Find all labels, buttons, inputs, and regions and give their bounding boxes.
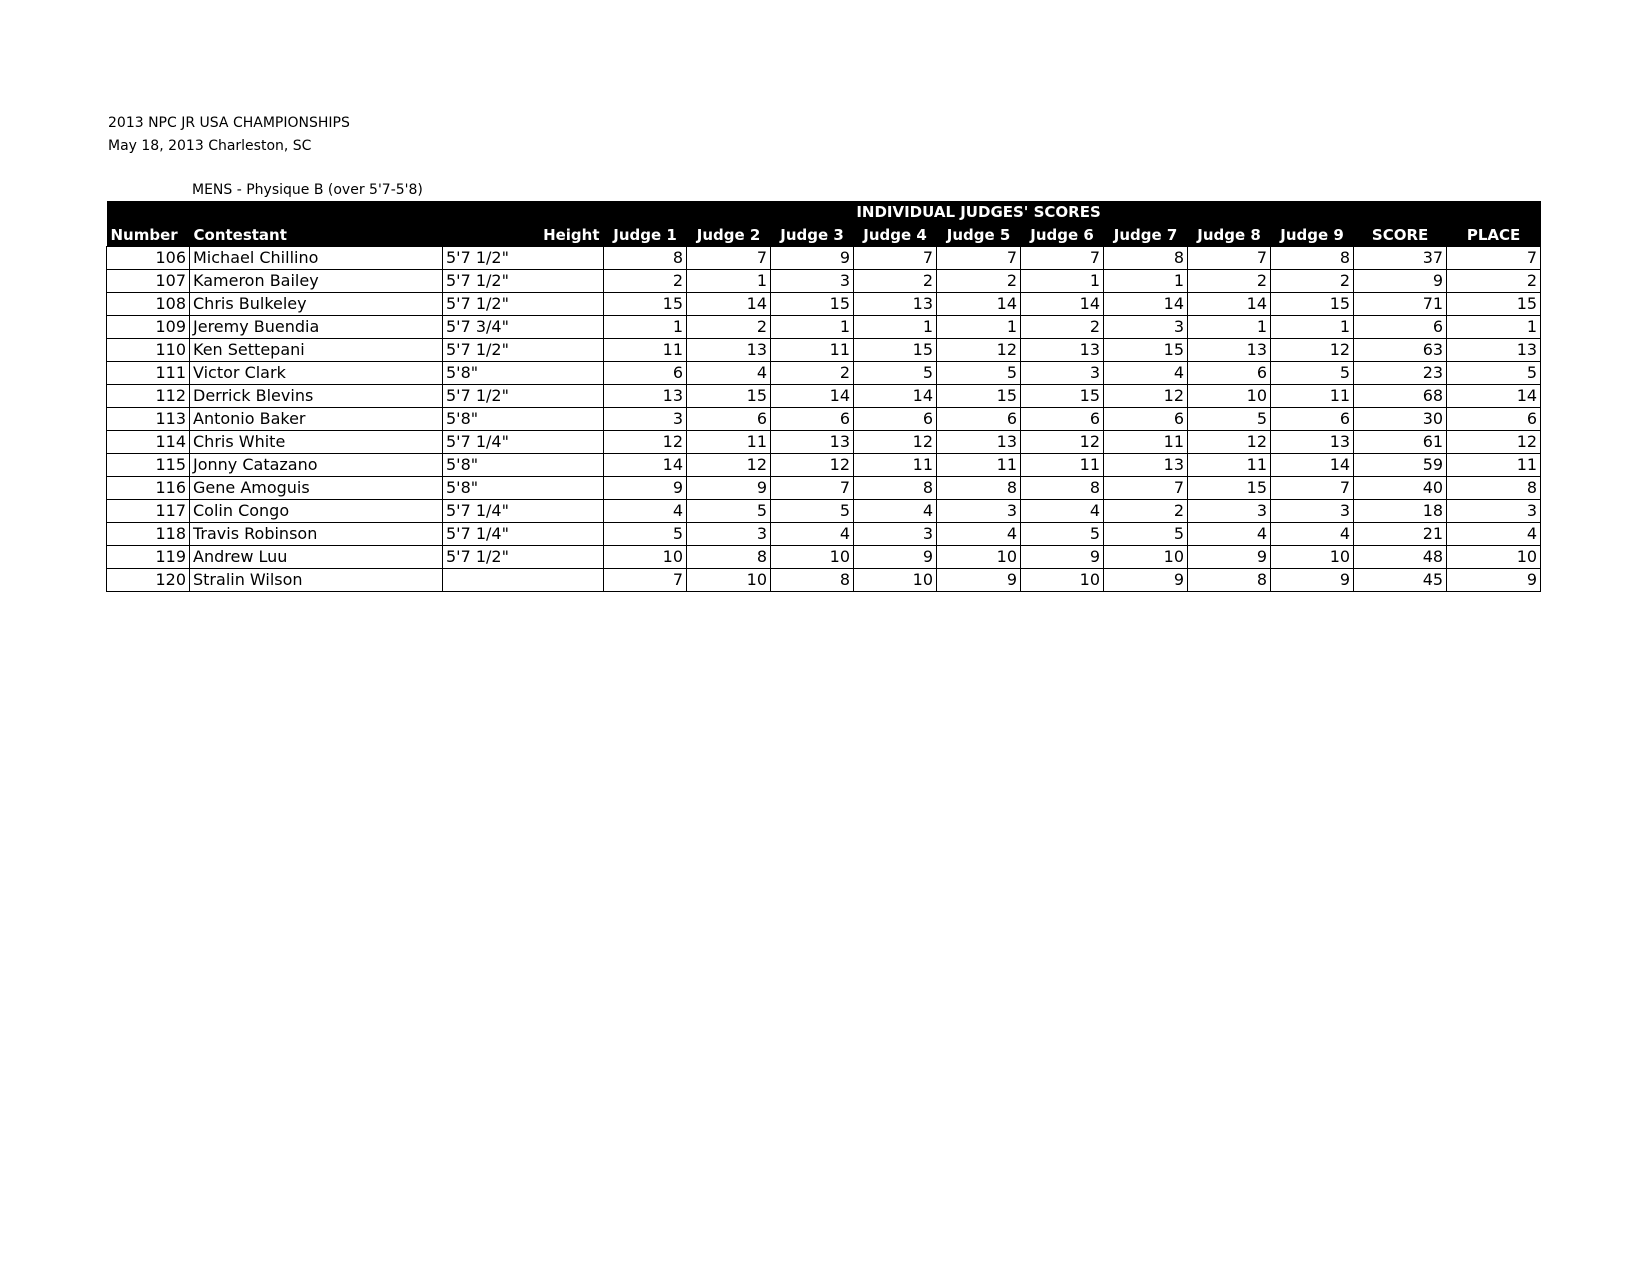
cell-judge-6: 4 bbox=[1021, 500, 1104, 523]
table-row bbox=[107, 408, 1541, 431]
cell-score: 45 bbox=[1354, 569, 1447, 592]
column-header-judge-5: Judge 5 bbox=[937, 223, 1021, 247]
cell-judge-6: 10 bbox=[1021, 569, 1104, 592]
cell-judge-1: 6 bbox=[604, 362, 687, 385]
cell-judge-7: 4 bbox=[1104, 362, 1188, 385]
cell-judge-7: 15 bbox=[1104, 339, 1188, 362]
cell-judge-5: 11 bbox=[937, 454, 1021, 477]
cell-number: 120 bbox=[107, 569, 190, 592]
cell-contestant: Chris White bbox=[190, 431, 443, 454]
cell-contestant: Colin Congo bbox=[190, 500, 443, 523]
table-row bbox=[107, 362, 1541, 385]
cell-place: 2 bbox=[1447, 270, 1541, 293]
cell-judge-5: 1 bbox=[937, 316, 1021, 339]
table-row bbox=[107, 385, 1541, 408]
cell-judge-4: 11 bbox=[854, 454, 937, 477]
table-row bbox=[107, 477, 1541, 500]
cell-judge-1: 5 bbox=[604, 523, 687, 546]
cell-judge-7: 11 bbox=[1104, 431, 1188, 454]
cell-judge-7: 13 bbox=[1104, 454, 1188, 477]
cell-judge-4: 3 bbox=[854, 523, 937, 546]
cell-place: 10 bbox=[1447, 546, 1541, 569]
cell-height: 5'8" bbox=[443, 408, 604, 431]
table-row bbox=[107, 546, 1541, 569]
cell-judge-5: 8 bbox=[937, 477, 1021, 500]
cell-height: 5'7 1/4" bbox=[443, 523, 604, 546]
cell-height: 5'8" bbox=[443, 362, 604, 385]
cell-judge-3: 7 bbox=[771, 477, 854, 500]
cell-place: 3 bbox=[1447, 500, 1541, 523]
cell-height: 5'7 1/2" bbox=[443, 385, 604, 408]
cell-judge-2: 8 bbox=[687, 546, 771, 569]
cell-judge-6: 13 bbox=[1021, 339, 1104, 362]
cell-judge-7: 6 bbox=[1104, 408, 1188, 431]
cell-score: 63 bbox=[1354, 339, 1447, 362]
cell-place: 7 bbox=[1447, 247, 1541, 270]
cell-score: 48 bbox=[1354, 546, 1447, 569]
cell-judge-7: 1 bbox=[1104, 270, 1188, 293]
cell-height: 5'8" bbox=[443, 477, 604, 500]
cell-judge-3: 12 bbox=[771, 454, 854, 477]
cell-judge-5: 14 bbox=[937, 293, 1021, 316]
cell-height bbox=[443, 569, 604, 592]
table-row bbox=[107, 569, 1541, 592]
cell-judge-1: 2 bbox=[604, 270, 687, 293]
cell-judge-3: 10 bbox=[771, 546, 854, 569]
cell-judge-9: 9 bbox=[1271, 569, 1354, 592]
scores-table bbox=[106, 201, 1541, 592]
cell-contestant: Jeremy Buendia bbox=[190, 316, 443, 339]
cell-place: 8 bbox=[1447, 477, 1541, 500]
cell-contestant: Victor Clark bbox=[190, 362, 443, 385]
cell-judge-7: 2 bbox=[1104, 500, 1188, 523]
cell-judge-2: 3 bbox=[687, 523, 771, 546]
cell-judge-5: 3 bbox=[937, 500, 1021, 523]
cell-place: 11 bbox=[1447, 454, 1541, 477]
cell-judge-1: 7 bbox=[604, 569, 687, 592]
cell-judge-6: 7 bbox=[1021, 247, 1104, 270]
column-header-judge-4: Judge 4 bbox=[854, 223, 937, 247]
cell-judge-5: 15 bbox=[937, 385, 1021, 408]
cell-judge-1: 3 bbox=[604, 408, 687, 431]
cell-score: 21 bbox=[1354, 523, 1447, 546]
cell-place: 5 bbox=[1447, 362, 1541, 385]
cell-judge-8: 7 bbox=[1188, 247, 1271, 270]
cell-judge-1: 4 bbox=[604, 500, 687, 523]
cell-number: 115 bbox=[107, 454, 190, 477]
cell-judge-8: 10 bbox=[1188, 385, 1271, 408]
cell-judge-2: 6 bbox=[687, 408, 771, 431]
cell-contestant: Travis Robinson bbox=[190, 523, 443, 546]
cell-place: 14 bbox=[1447, 385, 1541, 408]
cell-judge-3: 15 bbox=[771, 293, 854, 316]
cell-contestant: Ken Settepani bbox=[190, 339, 443, 362]
column-header-judge-6: Judge 6 bbox=[1021, 223, 1104, 247]
cell-judge-5: 4 bbox=[937, 523, 1021, 546]
group-header-spacer bbox=[107, 201, 604, 223]
cell-judge-2: 15 bbox=[687, 385, 771, 408]
column-header-number: Number bbox=[107, 223, 190, 247]
cell-contestant: Derrick Blevins bbox=[190, 385, 443, 408]
table-row bbox=[107, 293, 1541, 316]
cell-number: 112 bbox=[107, 385, 190, 408]
cell-height: 5'7 1/4" bbox=[443, 500, 604, 523]
cell-number: 108 bbox=[107, 293, 190, 316]
cell-judge-3: 9 bbox=[771, 247, 854, 270]
cell-height: 5'7 1/2" bbox=[443, 339, 604, 362]
column-header-judge-9: Judge 9 bbox=[1271, 223, 1354, 247]
cell-number: 119 bbox=[107, 546, 190, 569]
cell-judge-4: 2 bbox=[854, 270, 937, 293]
cell-number: 117 bbox=[107, 500, 190, 523]
table-row bbox=[107, 454, 1541, 477]
cell-judge-8: 4 bbox=[1188, 523, 1271, 546]
cell-judge-9: 14 bbox=[1271, 454, 1354, 477]
cell-contestant: Stralin Wilson bbox=[190, 569, 443, 592]
cell-judge-7: 14 bbox=[1104, 293, 1188, 316]
cell-judge-8: 9 bbox=[1188, 546, 1271, 569]
column-header-judge-3: Judge 3 bbox=[771, 223, 854, 247]
cell-judge-3: 6 bbox=[771, 408, 854, 431]
event-date: May 18, 2013 Charleston, SC bbox=[108, 138, 312, 154]
group-header-spacer-right bbox=[1354, 201, 1541, 223]
cell-contestant: Antonio Baker bbox=[190, 408, 443, 431]
cell-judge-3: 13 bbox=[771, 431, 854, 454]
cell-judge-8: 13 bbox=[1188, 339, 1271, 362]
cell-judge-1: 10 bbox=[604, 546, 687, 569]
cell-judge-2: 5 bbox=[687, 500, 771, 523]
cell-judge-2: 14 bbox=[687, 293, 771, 316]
cell-judge-7: 9 bbox=[1104, 569, 1188, 592]
cell-judge-2: 12 bbox=[687, 454, 771, 477]
cell-judge-9: 13 bbox=[1271, 431, 1354, 454]
table-row bbox=[107, 500, 1541, 523]
cell-score: 61 bbox=[1354, 431, 1447, 454]
cell-judge-1: 9 bbox=[604, 477, 687, 500]
cell-contestant: Kameron Bailey bbox=[190, 270, 443, 293]
cell-height: 5'7 1/4" bbox=[443, 431, 604, 454]
cell-judge-8: 15 bbox=[1188, 477, 1271, 500]
cell-judge-4: 8 bbox=[854, 477, 937, 500]
cell-judge-6: 14 bbox=[1021, 293, 1104, 316]
cell-judge-6: 8 bbox=[1021, 477, 1104, 500]
cell-judge-8: 1 bbox=[1188, 316, 1271, 339]
table-row bbox=[107, 523, 1541, 546]
cell-number: 111 bbox=[107, 362, 190, 385]
cell-score: 68 bbox=[1354, 385, 1447, 408]
cell-judge-2: 7 bbox=[687, 247, 771, 270]
cell-judge-2: 10 bbox=[687, 569, 771, 592]
cell-number: 107 bbox=[107, 270, 190, 293]
cell-judge-9: 2 bbox=[1271, 270, 1354, 293]
cell-height: 5'7 1/2" bbox=[443, 546, 604, 569]
table-row bbox=[107, 339, 1541, 362]
cell-judge-5: 5 bbox=[937, 362, 1021, 385]
cell-judge-9: 1 bbox=[1271, 316, 1354, 339]
cell-judge-5: 7 bbox=[937, 247, 1021, 270]
table-row bbox=[107, 247, 1541, 270]
cell-judge-9: 3 bbox=[1271, 500, 1354, 523]
cell-judge-8: 12 bbox=[1188, 431, 1271, 454]
cell-judge-7: 3 bbox=[1104, 316, 1188, 339]
cell-judge-8: 14 bbox=[1188, 293, 1271, 316]
cell-judge-9: 11 bbox=[1271, 385, 1354, 408]
cell-judge-3: 2 bbox=[771, 362, 854, 385]
cell-score: 30 bbox=[1354, 408, 1447, 431]
cell-score: 37 bbox=[1354, 247, 1447, 270]
cell-judge-5: 12 bbox=[937, 339, 1021, 362]
cell-score: 40 bbox=[1354, 477, 1447, 500]
cell-judge-1: 8 bbox=[604, 247, 687, 270]
cell-height: 5'7 3/4" bbox=[443, 316, 604, 339]
cell-contestant: Chris Bulkeley bbox=[190, 293, 443, 316]
cell-judge-5: 9 bbox=[937, 569, 1021, 592]
cell-judge-1: 1 bbox=[604, 316, 687, 339]
cell-place: 13 bbox=[1447, 339, 1541, 362]
cell-place: 6 bbox=[1447, 408, 1541, 431]
cell-judge-7: 5 bbox=[1104, 523, 1188, 546]
cell-judge-8: 3 bbox=[1188, 500, 1271, 523]
cell-judge-6: 9 bbox=[1021, 546, 1104, 569]
cell-judge-8: 8 bbox=[1188, 569, 1271, 592]
cell-judge-1: 13 bbox=[604, 385, 687, 408]
cell-place: 9 bbox=[1447, 569, 1541, 592]
cell-judge-9: 6 bbox=[1271, 408, 1354, 431]
cell-judge-1: 11 bbox=[604, 339, 687, 362]
judges-group-header: INDIVIDUAL JUDGES' SCORES bbox=[604, 201, 1354, 223]
cell-judge-2: 2 bbox=[687, 316, 771, 339]
cell-judge-6: 3 bbox=[1021, 362, 1104, 385]
cell-score: 18 bbox=[1354, 500, 1447, 523]
cell-judge-8: 2 bbox=[1188, 270, 1271, 293]
cell-judge-8: 11 bbox=[1188, 454, 1271, 477]
cell-judge-8: 5 bbox=[1188, 408, 1271, 431]
cell-judge-8: 6 bbox=[1188, 362, 1271, 385]
cell-contestant: Gene Amoguis bbox=[190, 477, 443, 500]
cell-judge-4: 14 bbox=[854, 385, 937, 408]
cell-score: 71 bbox=[1354, 293, 1447, 316]
cell-place: 15 bbox=[1447, 293, 1541, 316]
cell-judge-2: 1 bbox=[687, 270, 771, 293]
cell-judge-4: 1 bbox=[854, 316, 937, 339]
column-header-judge-8: Judge 8 bbox=[1188, 223, 1271, 247]
cell-number: 106 bbox=[107, 247, 190, 270]
cell-judge-7: 12 bbox=[1104, 385, 1188, 408]
cell-judge-5: 10 bbox=[937, 546, 1021, 569]
cell-judge-4: 13 bbox=[854, 293, 937, 316]
table-row bbox=[107, 431, 1541, 454]
cell-judge-3: 11 bbox=[771, 339, 854, 362]
cell-judge-7: 10 bbox=[1104, 546, 1188, 569]
cell-judge-4: 5 bbox=[854, 362, 937, 385]
cell-judge-6: 15 bbox=[1021, 385, 1104, 408]
table-row bbox=[107, 316, 1541, 339]
cell-judge-5: 6 bbox=[937, 408, 1021, 431]
cell-judge-2: 11 bbox=[687, 431, 771, 454]
event-title: 2013 NPC JR USA CHAMPIONSHIPS bbox=[108, 115, 350, 131]
cell-height: 5'7 1/2" bbox=[443, 270, 604, 293]
cell-judge-9: 10 bbox=[1271, 546, 1354, 569]
column-header-judge-1: Judge 1 bbox=[604, 223, 687, 247]
cell-judge-3: 14 bbox=[771, 385, 854, 408]
group-header-row bbox=[107, 201, 1541, 223]
cell-judge-1: 14 bbox=[604, 454, 687, 477]
cell-judge-2: 13 bbox=[687, 339, 771, 362]
cell-judge-9: 15 bbox=[1271, 293, 1354, 316]
cell-judge-4: 12 bbox=[854, 431, 937, 454]
column-header-judge-2: Judge 2 bbox=[687, 223, 771, 247]
cell-score: 23 bbox=[1354, 362, 1447, 385]
cell-judge-6: 11 bbox=[1021, 454, 1104, 477]
cell-judge-4: 6 bbox=[854, 408, 937, 431]
cell-place: 4 bbox=[1447, 523, 1541, 546]
column-header-judge-7: Judge 7 bbox=[1104, 223, 1188, 247]
column-header-height: Height bbox=[443, 223, 604, 247]
cell-contestant: Andrew Luu bbox=[190, 546, 443, 569]
cell-judge-3: 5 bbox=[771, 500, 854, 523]
cell-judge-1: 12 bbox=[604, 431, 687, 454]
cell-height: 5'7 1/2" bbox=[443, 247, 604, 270]
cell-judge-7: 7 bbox=[1104, 477, 1188, 500]
cell-judge-4: 9 bbox=[854, 546, 937, 569]
cell-judge-5: 2 bbox=[937, 270, 1021, 293]
cell-number: 116 bbox=[107, 477, 190, 500]
table-row bbox=[107, 270, 1541, 293]
division-title: MENS - Physique B (over 5'7-5'8) bbox=[192, 182, 423, 198]
column-header-contestant: Contestant bbox=[190, 223, 443, 247]
cell-contestant: Michael Chillino bbox=[190, 247, 443, 270]
column-header-score: SCORE bbox=[1354, 223, 1447, 247]
cell-judge-4: 15 bbox=[854, 339, 937, 362]
column-header-place: PLACE bbox=[1447, 223, 1541, 247]
cell-score: 59 bbox=[1354, 454, 1447, 477]
cell-judge-9: 8 bbox=[1271, 247, 1354, 270]
cell-judge-9: 7 bbox=[1271, 477, 1354, 500]
cell-judge-9: 12 bbox=[1271, 339, 1354, 362]
cell-score: 6 bbox=[1354, 316, 1447, 339]
cell-judge-4: 4 bbox=[854, 500, 937, 523]
cell-judge-2: 9 bbox=[687, 477, 771, 500]
cell-judge-2: 4 bbox=[687, 362, 771, 385]
cell-judge-6: 6 bbox=[1021, 408, 1104, 431]
cell-height: 5'7 1/2" bbox=[443, 293, 604, 316]
cell-judge-3: 8 bbox=[771, 569, 854, 592]
cell-judge-4: 10 bbox=[854, 569, 937, 592]
cell-number: 114 bbox=[107, 431, 190, 454]
cell-place: 1 bbox=[1447, 316, 1541, 339]
cell-judge-4: 7 bbox=[854, 247, 937, 270]
cell-judge-5: 13 bbox=[937, 431, 1021, 454]
cell-judge-6: 5 bbox=[1021, 523, 1104, 546]
cell-judge-9: 4 bbox=[1271, 523, 1354, 546]
cell-height: 5'8" bbox=[443, 454, 604, 477]
table-body bbox=[107, 247, 1541, 592]
cell-judge-3: 1 bbox=[771, 316, 854, 339]
cell-judge-6: 12 bbox=[1021, 431, 1104, 454]
cell-judge-9: 5 bbox=[1271, 362, 1354, 385]
cell-judge-7: 8 bbox=[1104, 247, 1188, 270]
cell-place: 12 bbox=[1447, 431, 1541, 454]
cell-contestant: Jonny Catazano bbox=[190, 454, 443, 477]
cell-number: 113 bbox=[107, 408, 190, 431]
cell-judge-6: 2 bbox=[1021, 316, 1104, 339]
column-header-row bbox=[107, 223, 1541, 247]
cell-judge-6: 1 bbox=[1021, 270, 1104, 293]
cell-judge-1: 15 bbox=[604, 293, 687, 316]
cell-judge-3: 3 bbox=[771, 270, 854, 293]
cell-number: 110 bbox=[107, 339, 190, 362]
cell-number: 109 bbox=[107, 316, 190, 339]
cell-score: 9 bbox=[1354, 270, 1447, 293]
cell-judge-3: 4 bbox=[771, 523, 854, 546]
cell-number: 118 bbox=[107, 523, 190, 546]
